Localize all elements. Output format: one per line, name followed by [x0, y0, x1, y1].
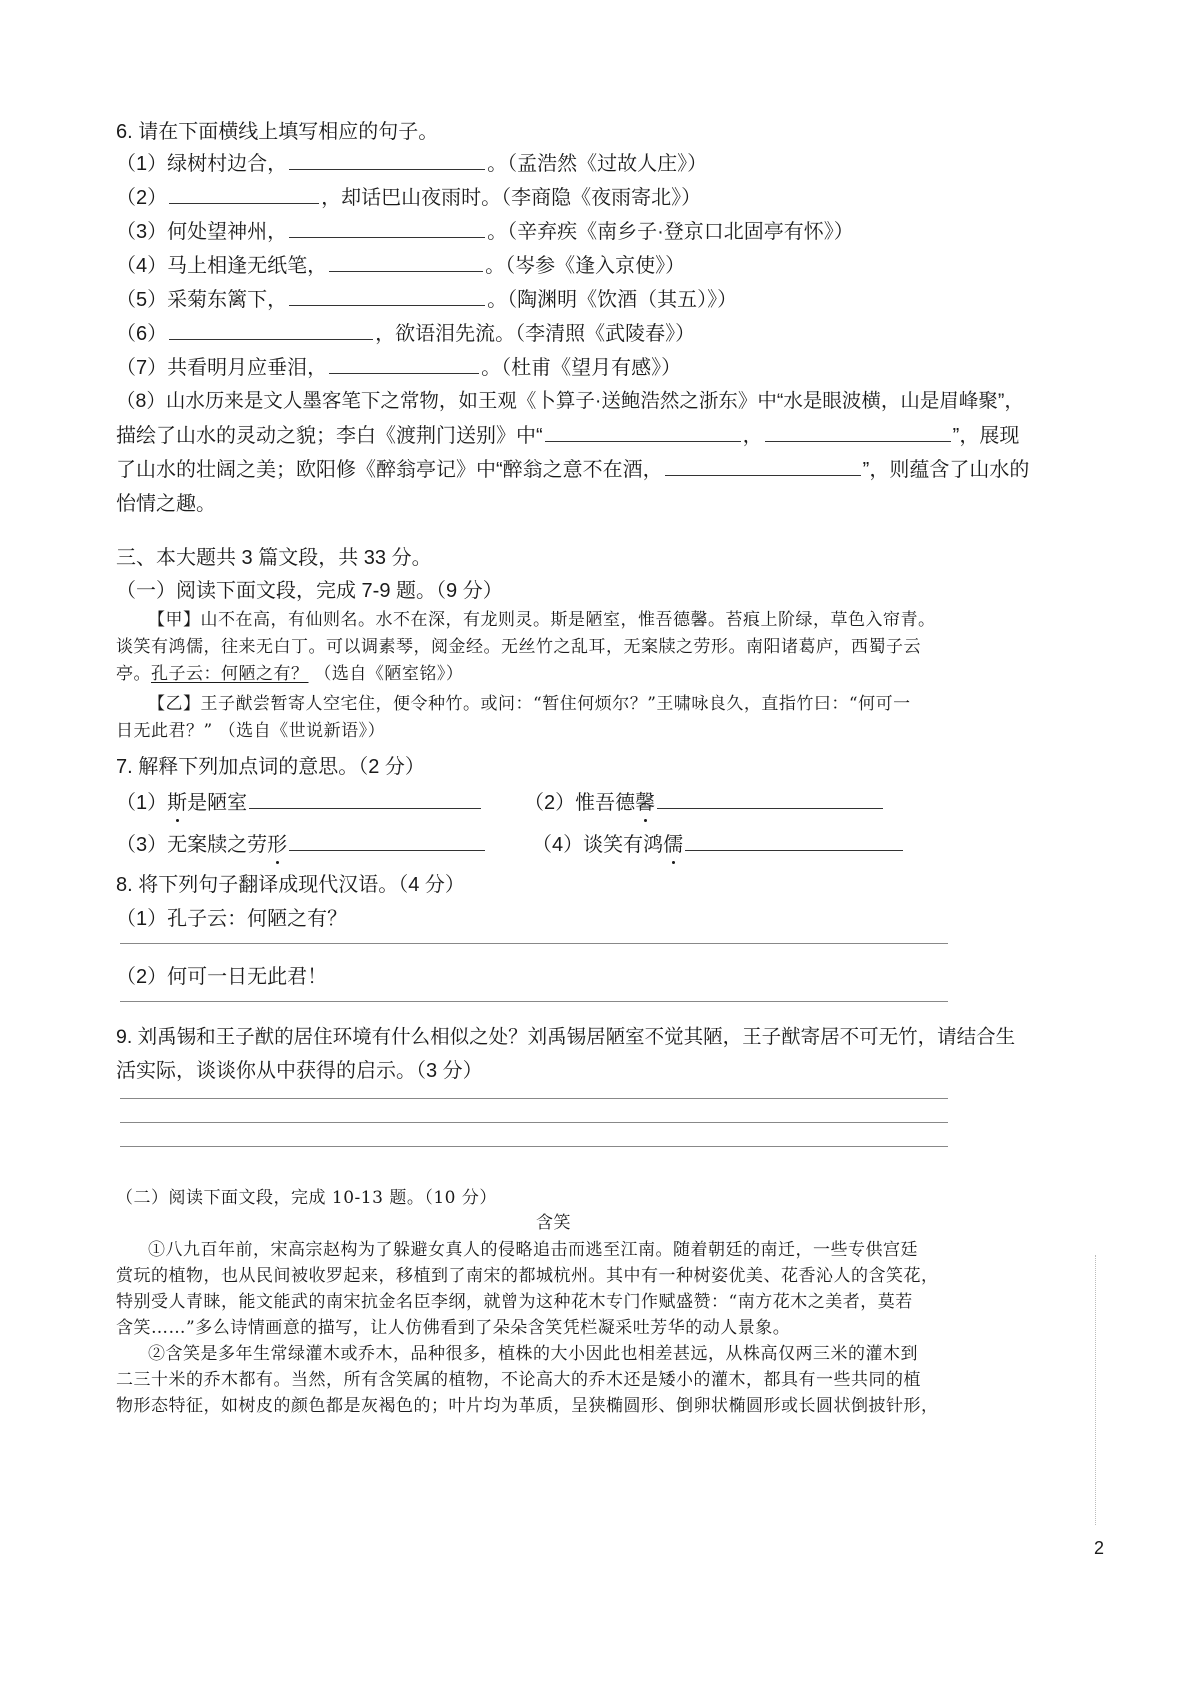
q6-item-8-blank-3[interactable] — [665, 474, 861, 476]
q6-item-3-blank[interactable] — [289, 236, 485, 238]
q7-item-4-dotted-char: 儒 — [663, 828, 683, 857]
q6-item-8-line4: 怡情之趣。 — [116, 493, 216, 515]
q6-item-5-suffix: 。（陶渊明《饮酒（其五）》） — [487, 289, 738, 311]
part2-line-7: 物形态特征，如树皮的颜色都是灰褐色的；叶片均为革质，呈狭椭圆形、倒卵状椭圆形或长圆状倒披针形， — [116, 1396, 939, 1416]
q7-title: 7. 解释下列加点词的意思。（2 分） — [116, 756, 425, 778]
q6-item-4-suffix: 。（岑参《逢入京使》） — [485, 255, 686, 277]
q9-answer-line-3[interactable] — [120, 1146, 948, 1147]
q6-item-3-suffix: 。（辛弃疾《南乡子·登京口北固亭有怀》） — [487, 221, 854, 243]
q7-item-4 — [532, 828, 905, 857]
q7-item-2-a: （2）惟吾德 — [524, 792, 636, 814]
q7-item-2-dotted-char: 馨 — [635, 786, 655, 815]
q6-item-6 — [116, 317, 695, 346]
part2-line-6: 二三十米的乔木都有。当然，所有含笑属的植物，不论高大的乔木还是矮小的灌木，都具有一些共同的植 — [116, 1370, 921, 1390]
q7-item-1-a: （1） — [116, 792, 168, 814]
q6-item-5 — [116, 283, 737, 312]
q9-answer-line-1[interactable] — [120, 1098, 948, 1099]
q6-item-2-suffix: ，却话巴山夜雨时。（李商隐《夜雨寄北》） — [321, 187, 702, 209]
q6-item-4 — [116, 249, 685, 278]
part2-heading: （二）阅读下面文段，完成 10-13 题。（10 分） — [116, 1188, 497, 1208]
q7-item-1-dotted-char: 斯 — [167, 786, 187, 815]
q7-item-4-a: （4）谈笑有鸿 — [532, 834, 664, 856]
jia-source: （选自《陋室铭》） — [308, 664, 464, 684]
part2-line-4: 含笑……”多么诗情画意的描写，让人仿佛看到了朵朵含笑凭栏凝采吐芳华的动人景象。 — [116, 1318, 791, 1338]
q6-item-5-blank[interactable] — [289, 304, 485, 306]
section3-heading: 三、本大题共 3 篇文段，共 33 分。 — [116, 547, 432, 569]
part2-line-2: 赏玩的植物，也从民间被收罗起来，移植到了南宋的都城杭州。其中有一种树姿优美、花香沁人的含笑花， — [116, 1266, 939, 1286]
q6-item-8-line2-a: 描绘了山水的灵动之貌；李白《渡荆门送别》中“ — [116, 425, 543, 447]
q9-line-2: 活实际，谈谈你从中获得的启示。（3 分） — [116, 1060, 483, 1082]
q6-item-8-line2-b: ， — [742, 425, 763, 447]
q6-item-1-suffix: 。（孟浩然《过故人庄》） — [487, 153, 708, 175]
q8-item-1: （1）孔子云：何陋之有？ — [116, 908, 348, 930]
q7-item-3 — [116, 828, 487, 857]
part1-heading: （一）阅读下面文段，完成 7-9 题。（9 分） — [116, 580, 503, 602]
q6-item-8-line1: （8）山水历来是文人墨客笔下之常物，如王观《卜算子·送鲍浩然之浙东》中“水是眼波横，山是眉峰聚”， — [116, 390, 1024, 412]
scan-edge-divider — [1095, 1255, 1096, 1525]
q6-item-8-line3 — [116, 453, 1029, 482]
q6-item-3 — [116, 215, 854, 244]
q6-item-8-line3-a: 了山水的壮阔之美；欧阳修《醉翁亭记》中“醉翁之意不在酒， — [116, 459, 663, 481]
q6-item-1-prefix: （1）绿树村边合， — [116, 153, 288, 175]
part2-line-5: ②含笑是多年生常绿灌木或乔木，品种很多，植株的大小因此也相差甚远，从株高仅两三米的灌木到 — [148, 1344, 918, 1364]
q6-item-7-suffix: 。（杜甫《望月有感》） — [481, 357, 682, 379]
q6-item-3-prefix: （3）何处望神州， — [116, 221, 288, 243]
jia-underlined-sentence: 孔子云：何陋之有？ — [151, 664, 309, 684]
part2-line-3: 特别受人青睐，能文能武的南宋抗金名臣李纲，就曾为这种花木专门作赋盛赞：“南方花木之美者，莫若 — [116, 1292, 913, 1312]
q7-item-1-b: 是陋室 — [187, 792, 248, 814]
yi-line-1: 【乙】王子猷尝暂寄人空宅住，便令种竹。或问：“暂住何烦尔？”王啸咏良久，直指竹曰：“何可一 — [148, 694, 911, 714]
q7-item-1-blank[interactable] — [249, 807, 481, 809]
q6-item-6-blank[interactable] — [169, 338, 373, 340]
q7-item-3-blank[interactable] — [289, 849, 485, 851]
part2-line-1: ①八九百年前，宋高宗赵构为了躲避女真人的侵略追击而逃至江南。随着朝廷的南迁，一些专供宫廷 — [148, 1240, 918, 1260]
q6-item-8-line2-c: ”，展现 — [952, 425, 1020, 447]
q6-item-8-line3-b: ”，则蕴含了山水的 — [862, 459, 1030, 481]
q6-item-5-prefix: （5）采菊东篱下， — [116, 289, 288, 311]
q6-item-6-prefix: （6） — [116, 323, 168, 345]
q6-title: 6. 请在下面横线上填写相应的句子。 — [116, 121, 439, 143]
q6-item-7-prefix: （7）共看明月应垂泪， — [116, 357, 328, 379]
jia-line-1: 【甲】山不在高，有仙则名。水不在深，有龙则灵。斯是陋室，惟吾德馨。苔痕上阶绿，草色入帘青。 — [148, 610, 936, 630]
q8-answer-line-2[interactable] — [120, 1001, 948, 1002]
q6-item-7-blank[interactable] — [329, 372, 479, 374]
q6-item-4-prefix: （4）马上相逢无纸笔， — [116, 255, 328, 277]
q7-item-4-blank[interactable] — [685, 849, 903, 851]
q9-answer-line-2[interactable] — [120, 1122, 948, 1123]
q6-item-4-blank[interactable] — [329, 270, 483, 272]
q6-item-1 — [116, 147, 707, 176]
q7-item-2 — [524, 786, 885, 815]
q6-item-1-blank[interactable] — [289, 168, 485, 170]
q7-item-3-a: （3）无案牍之劳 — [116, 834, 268, 856]
q9-line-1: 9. 刘禹锡和王子猷的居住环境有什么相似之处？刘禹锡居陋室不觉其陋，王子猷寄居不可无竹，请结合生 — [116, 1026, 1016, 1048]
q7-item-1 — [116, 786, 483, 815]
q6-item-6-suffix: ，欲语泪先流。（李清照《武陵春》） — [375, 323, 696, 345]
q6-item-7 — [116, 351, 681, 380]
part2-title: 含笑 — [536, 1213, 571, 1233]
jia-line-3-a: 亭。 — [116, 664, 151, 684]
q7-item-3-dotted-char: 形 — [267, 828, 287, 857]
page-number: 2 — [1093, 1538, 1104, 1558]
jia-line-3 — [116, 659, 463, 684]
q6-item-8-blank-2[interactable] — [765, 440, 951, 442]
yi-line-2: 日无此君？” （选自《世说新语》） — [116, 721, 386, 741]
q6-item-8-line2 — [116, 419, 1019, 448]
q6-item-2-prefix: （2） — [116, 187, 168, 209]
q8-item-2: （2）何可一日无此君！ — [116, 966, 328, 988]
q6-item-2 — [116, 181, 701, 210]
q8-answer-line-1[interactable] — [120, 943, 948, 944]
q8-title: 8. 将下列句子翻译成现代汉语。（4 分） — [116, 874, 465, 896]
q6-item-8-blank-1[interactable] — [545, 440, 741, 442]
q7-item-2-blank[interactable] — [657, 807, 883, 809]
jia-line-2: 谈笑有鸿儒，往来无白丁。可以调素琴，阅金经。无丝竹之乱耳，无案牍之劳形。南阳诸葛庐，西蜀子云 — [116, 637, 921, 657]
q6-item-2-blank[interactable] — [169, 202, 319, 204]
